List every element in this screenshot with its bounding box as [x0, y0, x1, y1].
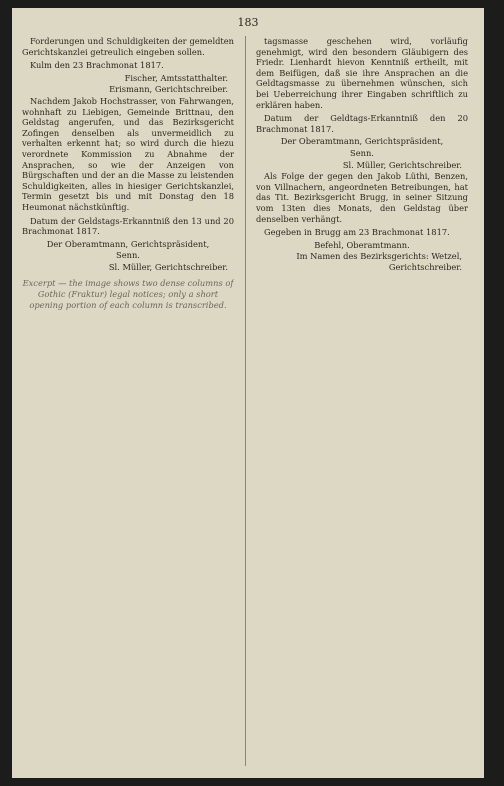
court-line: Befehl, Oberamtmann. — [314, 239, 410, 250]
date-line: Gegeben in Brugg am 23 Brachmonat 1817. — [264, 227, 450, 238]
signature-line: Sl. Müller, Gerichtschreiber. — [108, 261, 228, 272]
court-line: Der Oberamtmann, Gerichtspräsident, — [46, 238, 210, 249]
court-line: Der Oberamtmann, Gerichtspräsident, — [280, 136, 444, 147]
newspaper-page — [12, 8, 484, 778]
page-number: 183 — [237, 16, 259, 29]
date-line: Kulm den 23 Brachmonat 1817. — [30, 60, 164, 71]
signature-line: Im Namen des Bezirksgerichts: Wetzel, Gerichtschreiber. — [296, 251, 462, 272]
date-line: Datum der Geldtags-Erkanntniß den 20 Brachmonat 1817. — [256, 113, 468, 134]
notice-paragraph: tagsmasse geschehen wird, vorläufig genehmigt, wird den besondern Gläubigern des Friedr. Lienhardt hievon Kenntniß ertheilt, mit dem Beifügen, daß sie ihre Ansprachen an die Geldtagsmasse zu übernehmen wünschen, sich bei Ueberreichung ihrer Eingaben schriftlich zu erklären haben. — [256, 36, 468, 110]
excerpt-note: Excerpt — the image shows two dense columns of Gothic (Fraktur) legal notices; only a short opening portion of each column is transcribed. — [22, 278, 234, 310]
signature-line: Erismann, Gerichtschreiber. — [109, 84, 228, 95]
court-line: Senn. — [116, 250, 140, 261]
notice-paragraph: Als Folge der gegen den Jakob Lüthi, Benzen, von Villnachern, angeordneten Betreibungen, hat das Tit. Bezirksgericht Brugg, in seiner Sitzung vom 13ten dies Monats, den Geldstag über denselben verhängt. — [256, 171, 468, 224]
notice-paragraph: Forderungen und Schuldigkeiten der gemeldten Gerichtskanzlei getreulich eingeben sollen. — [22, 36, 234, 57]
column-divider — [245, 36, 246, 766]
date-line: Datum der Geldstags-Erkanntniß den 13 und 20 Brachmonat 1817. — [22, 215, 234, 237]
signature-line: Fischer, Amtsstatthalter. — [124, 72, 228, 83]
left-column — [22, 36, 234, 772]
signature-line: Sl. Müller, Gerichtschreiber. — [342, 159, 462, 170]
notice-paragraph: Nachdem Jakob Hochstrasser, von Fahrwangen, wohnhaft zu Liebigen, Gemeinde Brittnau, den Geldstag angerufen, und das Bezirksgericht Zofingen denselben als unvermeidlich zu verhalten erkennt hat; so wird durch die hiezu verordnete Kommission zu Abnahme der Ansprachen, so wie der Anzeigen von Bürgschaften und der an die Masse zu leistenden Schuldigkeiten, alles in hiesiger Gerichtskanzlei, Termin gesetzt bis und mit Donstag den 18 Heumonat nächstkünftig. — [22, 95, 234, 212]
right-column — [256, 36, 468, 772]
court-line: Senn. — [350, 147, 374, 158]
